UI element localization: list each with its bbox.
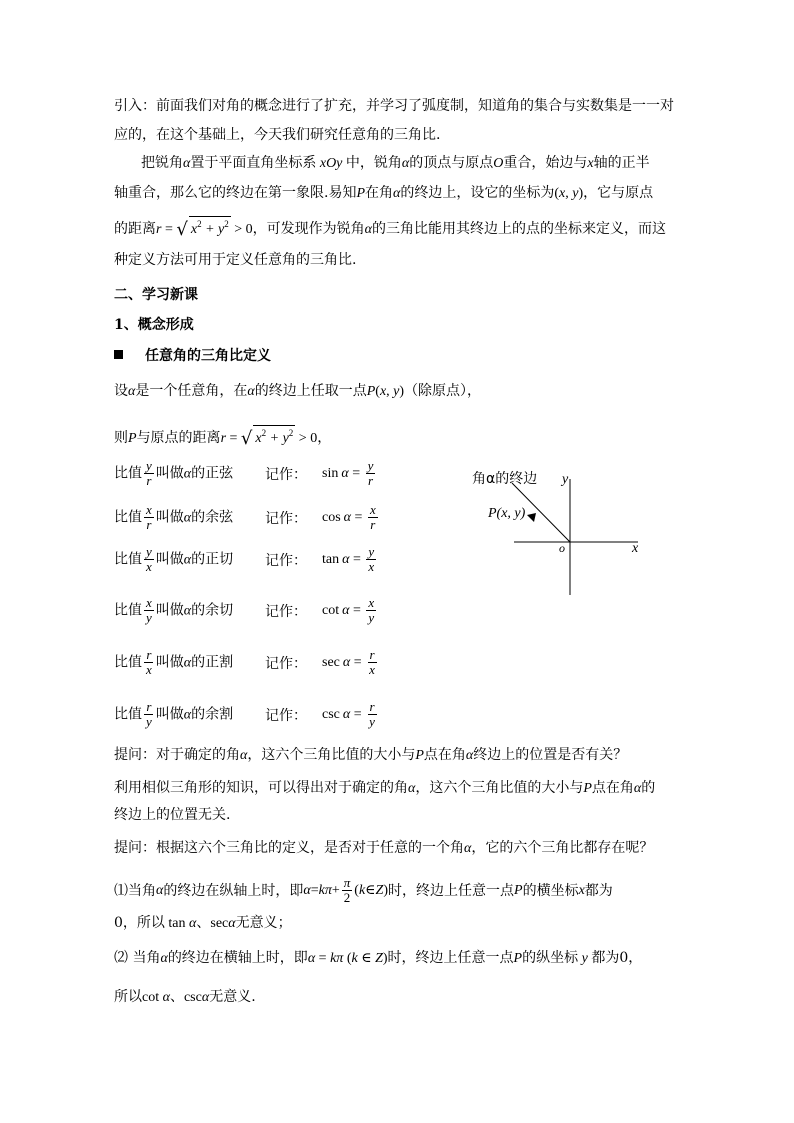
function-name: 余割 [205, 706, 234, 723]
function-name: 余弦 [205, 509, 234, 526]
arrow-icon [527, 513, 536, 522]
paragraph-2-line-3: 的距离r = √ $x^2 + y^2 > 0$，可发现作为锐角α的三角比能用其终边上的点的坐标来定义，而这 [114, 216, 666, 240]
formula: sec α = $\frac{r}{x}$ [322, 647, 375, 677]
label-bizhi: 比值 [114, 706, 142, 723]
label-jizuo: 记作： [265, 655, 307, 672]
function-name: 余切 [205, 602, 234, 619]
ratio-fraction: $\frac{r}{y}$ [146, 699, 152, 729]
definition-row-csc: 比值 $\frac{r}{y}$ 叫做α的余割 记作： csc α = $\frac{r}{y}$ [114, 700, 233, 729]
section-heading: 二、学习新课 [114, 287, 198, 303]
ratio-fraction: $\frac{y}{x}$ [146, 544, 152, 574]
setup-line-1: 设α是一个任意角，在α的终边上任取一点P(x, y)（除原点）， [114, 383, 482, 399]
intro-line-2: 应的，在这个基础上，今天我们研究任意角的三角比. [114, 127, 441, 143]
formula: sin α = $\frac{y}{r}$ [322, 458, 374, 488]
label-de: 的 [191, 706, 206, 723]
bullet-heading: 任意角的三角比定义 [114, 346, 271, 366]
label-jiaozuo: 叫做 [155, 654, 184, 671]
answer-1-line-2: 终边上的位置无关. [114, 807, 231, 823]
paragraph-2-line-4: 种定义方法可用于定义任意角的三角比. [114, 252, 357, 268]
case-1-line-1: ⑴当角 α 的终边在纵轴上时，即 α = k π + $\frac{\pi}{2}$ ( k ∈ Z ) 时，终边上任意一点 P 的横坐标 x 都为 [114, 875, 613, 905]
x-axis-label: x [632, 541, 639, 556]
label-bizhi: 比值 [114, 654, 142, 671]
point-label: P(x, y) [488, 506, 526, 521]
formula: cos α = $\frac{x}{r}$ [322, 502, 376, 532]
question-2: 提问：根据这六个三角比的定义，是否对于任意的一个角α，它的六个三角比都存在呢？ [114, 840, 654, 856]
function-name: 正弦 [205, 465, 234, 482]
bullet-square-icon [114, 350, 123, 359]
label-bizhi: 比值 [114, 465, 142, 482]
label-jiaozuo: 叫做 [155, 602, 184, 619]
label-jizuo: 记作： [265, 707, 307, 724]
definition-row-cos: 比值 $\frac{x}{r}$ 叫做α的余弦 记作： cos α = $\frac{x}{r}$ [114, 503, 233, 532]
function-name: 正割 [205, 654, 234, 671]
label-jizuo: 记作： [265, 603, 307, 620]
case-1-line-2: 0，所以 tan α、secα无意义； [114, 915, 292, 931]
label-de: 的 [191, 465, 206, 482]
label-bizhi: 比值 [114, 551, 142, 568]
paragraph-2-line-2: 轴重合，那么它的终边在第一象限.易知P在角α的终边上，设它的坐标为(x, y)，它与原点 [114, 185, 654, 201]
setup-line-2: 则P与原点的距离r = √ $x^2 + y^2 > 0$， [114, 425, 331, 449]
label-de: 的 [191, 509, 206, 526]
definition-row-tan: 比值 $\frac{y}{x}$ 叫做α的正切 记作： tan α = $\frac{y}{x}$ [114, 545, 233, 574]
subsection-heading: 1、概念形成 [114, 317, 194, 333]
label-jizuo: 记作： [265, 510, 307, 527]
label-jiaozuo: 叫做 [155, 551, 184, 568]
label-jiaozuo: 叫做 [155, 509, 184, 526]
label-de: 的 [191, 551, 206, 568]
formula: cot α = $\frac{x}{y}$ [322, 595, 375, 625]
ratio-fraction: $\frac{y}{r}$ [146, 458, 152, 488]
definition-row-sin: 比值 $\frac{y}{r}$ 叫做α的正弦 记作： sin α = $\frac{y}{r}$ [114, 459, 233, 488]
question-1: 提问：对于确定的角α，这六个三角比值的大小与P点在角α终边上的位置是否有关？ [114, 747, 628, 763]
ratio-fraction: $\frac{r}{x}$ [146, 647, 152, 677]
y-axis-label: y [562, 472, 569, 487]
case-2-line-1: ⑵ 当角α的终边在横轴上时，即α = kπ (k ∈ Z)时，终边上任意一点P的纵坐标 y 都为0， [114, 950, 643, 966]
paragraph-2-line-1: 把锐角α置于平面直角坐标系 xOy 中，锐角α的顶点与原点O重合，始边与x轴的正半 [141, 155, 650, 171]
formula: tan α = $\frac{y}{x}$ [322, 544, 375, 574]
definition-row-sec: 比值 $\frac{r}{x}$ 叫做α的正割 记作： sec α = $\frac{r}{x}$ [114, 648, 233, 677]
diagram-caption: 角α的终边 [472, 471, 538, 487]
case-2-line-2: 所以cot α、cscα无意义. [114, 989, 256, 1005]
intro-line-1: 引入：前面我们对角的概念进行了扩充，并学习了弧度制，知道角的集合与实数集是一一对 [114, 98, 674, 114]
label-jiaozuo: 叫做 [155, 465, 184, 482]
label-jizuo: 记作： [265, 466, 307, 483]
label-de: 的 [191, 654, 206, 671]
label-jiaozuo: 叫做 [155, 706, 184, 723]
label-de: 的 [191, 602, 206, 619]
origin-label: o [559, 541, 565, 555]
ratio-fraction: $\frac{x}{r}$ [146, 502, 152, 532]
label-jizuo: 记作： [265, 552, 307, 569]
function-name: 正切 [205, 551, 234, 568]
label-bizhi: 比值 [114, 509, 142, 526]
formula: csc α = $\frac{r}{y}$ [322, 699, 375, 729]
definition-row-cot: 比值 $\frac{x}{y}$ 叫做α的余切 记作： cot α = $\frac{x}{y}$ [114, 596, 233, 625]
terminal-side-diagram [468, 465, 678, 600]
label-bizhi: 比值 [114, 602, 142, 619]
answer-1-line-1: 利用相似三角形的知识，可以得出对于确定的角α，这六个三角比值的大小与P点在角α的 [114, 780, 656, 796]
ratio-fraction: $\frac{x}{y}$ [146, 595, 152, 625]
